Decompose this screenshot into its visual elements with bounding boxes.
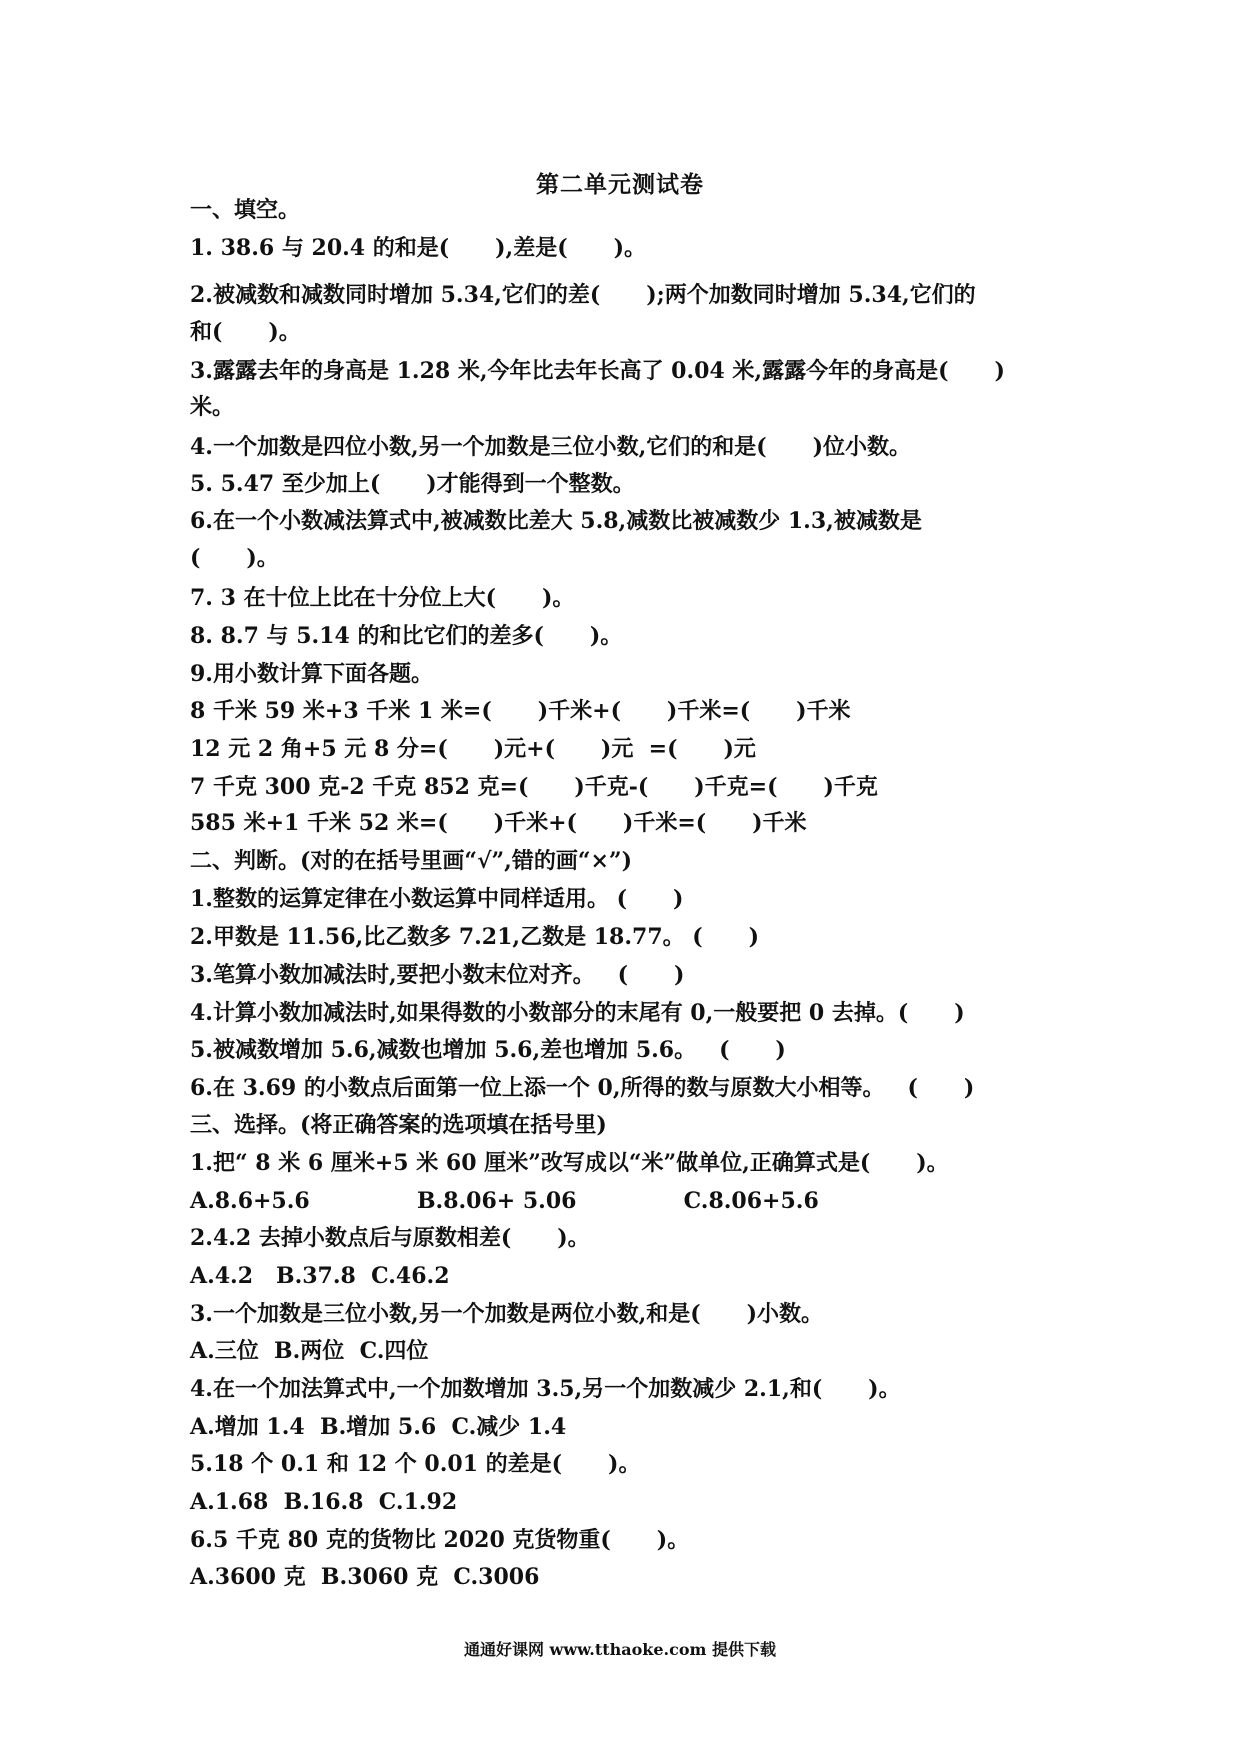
choice-options: A.8.6+5.6 B.8.06+ 5.06 C.8.06+5.6 [190, 1188, 819, 1214]
choice-options: A.三位 B.两位 C.四位 [190, 1338, 429, 1364]
choice-line: 2.4.2 去掉小数点后与原数相差( )。 [190, 1225, 590, 1251]
section-heading-judge: 二、判断。(对的在括号里画“√”,错的画“×”) [190, 848, 632, 874]
page-title: 第二单元测试卷 [536, 171, 704, 198]
choice-line: 4.在一个加法算式中,一个加数增加 3.5,另一个加数减少 2.1,和( )。 [190, 1376, 901, 1402]
fill-line: ( )。 [190, 545, 279, 571]
choice-options: A.4.2 B.37.8 C.46.2 [190, 1263, 450, 1289]
judge-line: 6.在 3.69 的小数点后面第一位上添一个 0,所得的数与原数大小相等。 ( ) [190, 1075, 975, 1101]
choice-line: 5.18 个 0.1 和 12 个 0.01 的差是( )。 [190, 1451, 641, 1477]
fill-line: 2.被减数和减数同时增加 5.34,它们的差( );两个加数同时增加 5.34,它们的 [190, 282, 976, 308]
judge-line: 2.甲数是 11.56,比乙数多 7.21,乙数是 18.77。 ( ) [190, 924, 760, 950]
choice-line: 1.把“ 8 米 6 厘米+5 米 60 厘米”改写成以“米”做单位,正确算式是( )。 [190, 1150, 949, 1176]
choice-options: A.1.68 B.16.8 C.1.92 [190, 1489, 458, 1515]
fill-line: 9.用小数计算下面各题。 [190, 661, 433, 687]
fill-line: 6.在一个小数减法算式中,被减数比差大 5.8,减数比被减数少 1.3,被减数是 [190, 508, 922, 534]
choice-line: 3.一个加数是三位小数,另一个加数是两位小数,和是( )小数。 [190, 1301, 824, 1327]
judge-line: 5.被减数增加 5.6,减数也增加 5.6,差也增加 5.6。 ( ) [190, 1037, 786, 1063]
fill-line: 8 千米 59 米+3 千米 1 米=( )千米+( )千米=( )千米 [190, 698, 851, 724]
fill-line: 5. 5.47 至少加上( )才能得到一个整数。 [190, 471, 635, 497]
fill-line: 和( )。 [190, 319, 301, 345]
fill-line: 7 千克 300 克-2 千克 852 克=( )千克-( )千克=( )千克 [190, 774, 878, 800]
fill-line: 585 米+1 千米 52 米=( )千米+( )千米=( )千米 [190, 810, 807, 836]
judge-line: 3.笔算小数加减法时,要把小数末位对齐。 ( ) [190, 962, 685, 988]
section-heading-fill: 一、填空。 [190, 197, 301, 223]
section-heading-choice: 三、选择。(将正确答案的选项填在括号里) [190, 1112, 607, 1138]
fill-line: 1. 38.6 与 20.4 的和是( ),差是( )。 [190, 235, 646, 261]
footer-credit: 通通好课网 www.tthaoke.com 提供下载 [463, 1640, 777, 1659]
choice-line: 6.5 千克 80 克的货物比 2020 克货物重( )。 [190, 1527, 690, 1553]
fill-line: 7. 3 在十位上比在十分位上大( )。 [190, 585, 575, 611]
fill-line: 8. 8.7 与 5.14 的和比它们的差多( )。 [190, 623, 623, 649]
fill-line: 米。 [190, 394, 235, 420]
fill-line: 3.露露去年的身高是 1.28 米,今年比去年长高了 0.04 米,露露今年的身高是( ) [190, 358, 1005, 384]
fill-line: 12 元 2 角+5 元 8 分=( )元+( )元 =( )元 [190, 736, 756, 762]
judge-line: 4.计算小数加减法时,如果得数的小数部分的末尾有 0,一般要把 0 去掉。( ) [190, 1000, 965, 1026]
choice-options: A.增加 1.4 B.增加 5.6 C.减少 1.4 [190, 1414, 567, 1440]
judge-line: 1.整数的运算定律在小数运算中同样适用。 ( ) [190, 886, 684, 912]
choice-options: A.3600 克 B.3060 克 C.3006 [190, 1564, 540, 1590]
fill-line: 4.一个加数是四位小数,另一个加数是三位小数,它们的和是( )位小数。 [190, 434, 912, 460]
